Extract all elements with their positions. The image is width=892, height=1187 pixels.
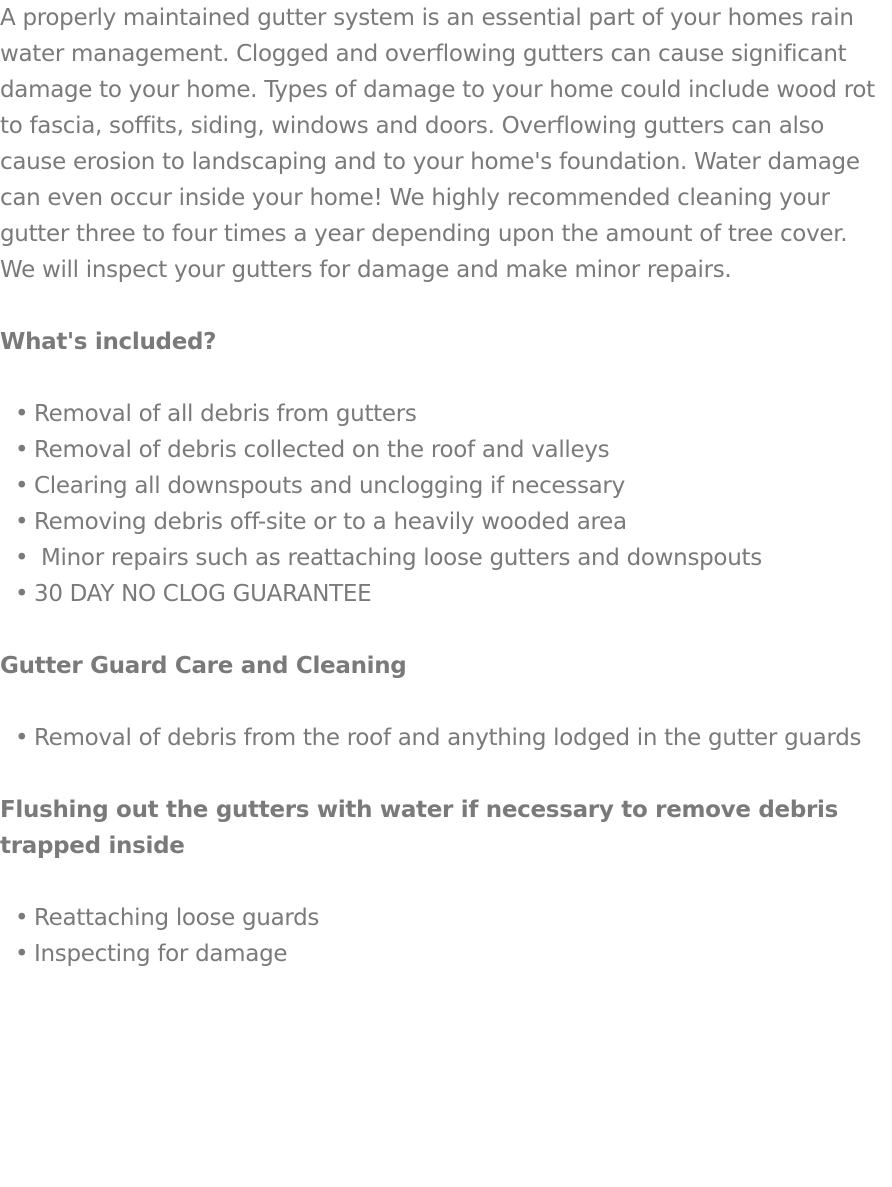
list-item-text: Minor repairs such as reattaching loose gutters and downspouts	[34, 545, 762, 571]
list-item-text: Clearing all downspouts and unclogging if necessary	[34, 473, 625, 499]
list-item-text: Removing debris off-site or to a heavily wooded area	[34, 509, 627, 535]
list-item	[0, 468, 888, 504]
list-item-text: Inspecting for damage	[34, 941, 288, 967]
bullet-icon: •	[15, 437, 29, 463]
bullet-icon: •	[15, 581, 29, 607]
whats-included-list	[0, 396, 888, 612]
list-item	[0, 504, 888, 540]
list-item	[0, 900, 888, 936]
list-item-text: Removal of debris from the roof and anything lodged in the gutter guards	[34, 725, 862, 751]
list-item	[0, 720, 888, 756]
bullet-icon: •	[15, 941, 29, 967]
list-item	[0, 576, 888, 612]
bullet-icon: •	[15, 545, 29, 571]
section-heading-gutter-guard: Gutter Guard Care and Cleaning	[0, 653, 407, 679]
section-heading-whats-included: What's included?	[0, 329, 217, 355]
bullet-icon: •	[15, 401, 29, 427]
gutter-guard-list	[0, 720, 888, 756]
list-item	[0, 936, 888, 972]
section-heading-flushing: Flushing out the gutters with water if necessary to remove debris trapped inside	[0, 797, 839, 859]
bullet-icon: •	[15, 905, 29, 931]
list-item-text: Removal of all debris from gutters	[34, 401, 417, 427]
bullet-icon: •	[15, 509, 29, 535]
list-item-text: Reattaching loose guards	[34, 905, 320, 931]
list-item	[0, 396, 888, 432]
intro-paragraph: A properly maintained gutter system is an essential part of your homes rain water management. Clogged and overflowing gutters can cause significant damage to your home. Types of damage to your home could include wood rot to fascia, soffits, siding, windows and doors. Overflowing gutters can also cause erosion to landscaping and to your home's foundation. Water damage can even occur inside your home! We highly recommended cleaning your gutter three to four times a year depending upon the amount of tree cover. We will inspect your gutters for damage and make minor repairs.	[0, 5, 875, 283]
list-item	[0, 432, 888, 468]
list-item-text: Removal of debris collected on the roof and valleys	[34, 437, 610, 463]
list-item	[0, 540, 888, 576]
flushing-list	[0, 900, 888, 972]
bullet-icon: •	[15, 725, 29, 751]
bullet-icon: •	[15, 473, 29, 499]
list-item-text: 30 DAY NO CLOG GUARANTEE	[34, 581, 372, 607]
